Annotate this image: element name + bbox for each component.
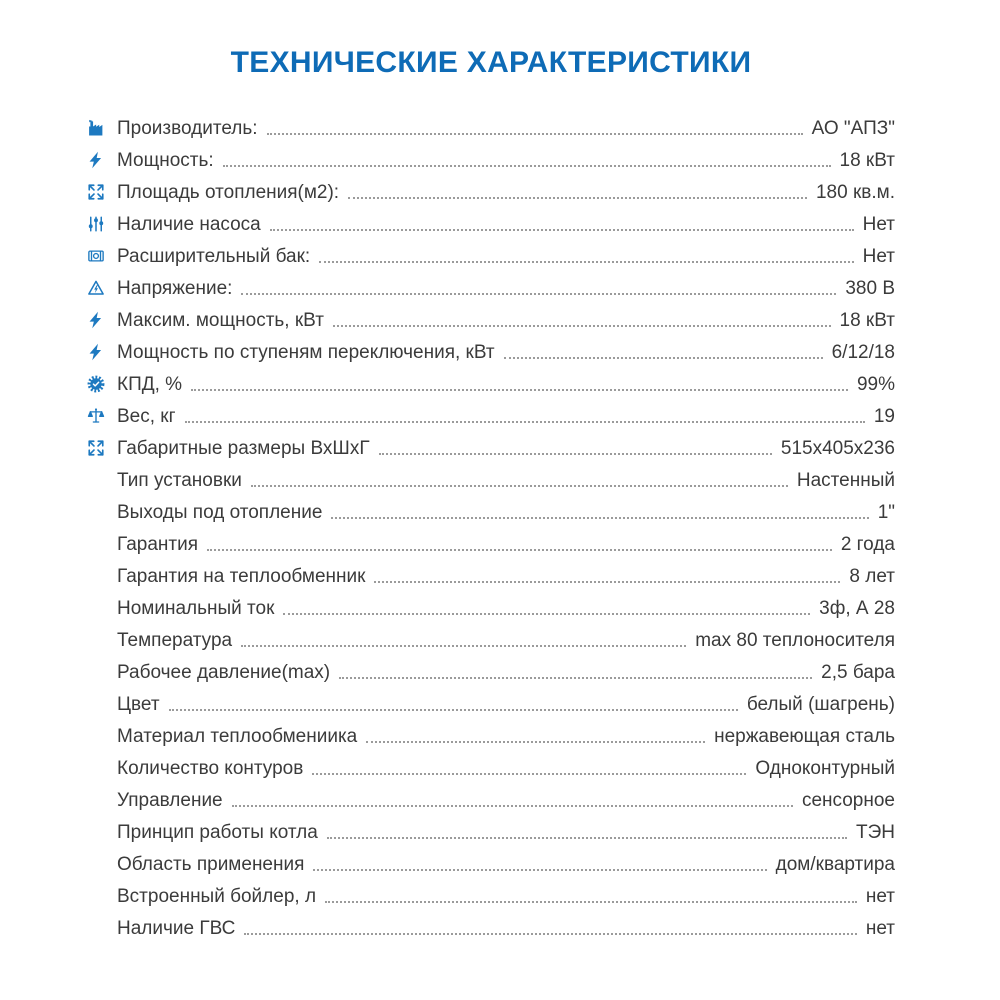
spec-label: Мощность: xyxy=(117,149,214,171)
spec-label: Материал теплообмениика xyxy=(117,725,358,747)
bolt-icon xyxy=(87,151,117,169)
spec-row xyxy=(87,624,895,656)
spec-label: Напряжение: xyxy=(117,277,233,299)
dotted-leader xyxy=(244,933,856,935)
expand-icon xyxy=(87,183,117,201)
dotted-leader xyxy=(313,869,766,871)
dotted-leader xyxy=(185,421,865,423)
bolt-icon xyxy=(87,311,117,329)
spec-row xyxy=(87,528,895,560)
dotted-leader xyxy=(325,901,857,903)
spec-value: 1" xyxy=(877,501,895,523)
spec-label: Габаритные размеры ВхШхГ xyxy=(117,437,370,459)
spec-value: 2 года xyxy=(840,533,895,555)
dotted-leader xyxy=(169,709,738,711)
spec-value: дом/квартира xyxy=(775,853,895,875)
dotted-leader xyxy=(374,581,840,583)
spec-label: Мощность по ступеням переключения, кВт xyxy=(117,341,495,363)
spec-row xyxy=(87,464,895,496)
spec-value: 380 В xyxy=(845,277,895,299)
spec-label: Максим. мощность, кВт xyxy=(117,309,324,331)
spec-label: Площадь отопления(м2): xyxy=(117,181,340,203)
voltage-warning-icon xyxy=(87,279,117,297)
spec-row xyxy=(87,208,895,240)
spec-value: Одноконтурный xyxy=(755,757,895,779)
dotted-leader xyxy=(366,741,705,743)
spec-row xyxy=(87,368,895,400)
spec-value: АО "АПЗ" xyxy=(811,117,895,139)
dotted-leader xyxy=(339,677,812,679)
spec-list xyxy=(87,112,895,944)
spec-value: 6/12/18 xyxy=(831,341,895,363)
dotted-leader xyxy=(241,293,836,295)
spec-value: Настенный xyxy=(796,469,895,491)
spec-value: Нет xyxy=(862,245,895,267)
spec-row xyxy=(87,304,895,336)
factory-icon xyxy=(87,119,117,137)
spec-value: 180 кв.м. xyxy=(815,181,895,203)
spec-row xyxy=(87,144,895,176)
dotted-leader xyxy=(207,549,832,551)
spec-value: нержавеющая сталь xyxy=(714,725,895,747)
dotted-leader xyxy=(270,229,854,231)
spec-label: Номинальный ток xyxy=(117,597,275,619)
spec-row xyxy=(87,592,895,624)
spec-row xyxy=(87,272,895,304)
spec-row xyxy=(87,240,895,272)
spec-value: 3ф, А 28 xyxy=(819,597,895,619)
spec-label: Количество контуров xyxy=(117,757,304,779)
spec-label: Область применения xyxy=(117,853,305,875)
dotted-leader xyxy=(267,133,803,135)
scales-icon xyxy=(87,407,117,425)
spec-value: 19 xyxy=(873,405,895,427)
spec-row xyxy=(87,880,895,912)
spec-label: Расширительный бак: xyxy=(117,245,311,267)
spec-row xyxy=(87,176,895,208)
dotted-leader xyxy=(504,357,823,359)
spec-row xyxy=(87,336,895,368)
spec-label: Принцип работы котла xyxy=(117,821,318,843)
gear-check-icon xyxy=(87,375,117,393)
spec-value: сенсорное xyxy=(801,789,895,811)
spec-value: 515х405х236 xyxy=(780,437,895,459)
spec-value: 8 лет xyxy=(849,565,895,587)
spec-row xyxy=(87,496,895,528)
dotted-leader xyxy=(251,485,788,487)
spec-label: Рабочее давление(max) xyxy=(117,661,331,683)
dotted-leader xyxy=(191,389,848,391)
dotted-leader xyxy=(331,517,868,519)
spec-label: Гарантия на теплообменник xyxy=(117,565,366,587)
bolt-icon xyxy=(87,343,117,361)
page-title: ТЕХНИЧЕСКИЕ ХАРАКТЕРИСТИКИ xyxy=(230,46,752,79)
spec-row xyxy=(87,848,895,880)
dotted-leader xyxy=(348,197,807,199)
spec-label: Гарантия xyxy=(117,533,199,555)
spec-label: Тип установки xyxy=(117,469,242,491)
spec-row xyxy=(87,656,895,688)
spec-label: Цвет xyxy=(117,693,160,715)
spec-row xyxy=(87,400,895,432)
spec-row xyxy=(87,816,895,848)
sliders-icon xyxy=(87,215,117,233)
spec-label: Температура xyxy=(117,629,233,651)
spec-value: 2,5 бара xyxy=(821,661,895,683)
dotted-leader xyxy=(312,773,746,775)
spec-row xyxy=(87,432,895,464)
dotted-leader xyxy=(241,645,686,647)
spec-row xyxy=(87,784,895,816)
dotted-leader xyxy=(327,837,847,839)
spec-label: Наличие насоса xyxy=(117,213,261,235)
spec-value: 18 кВт xyxy=(839,149,895,171)
expand-icon xyxy=(87,439,117,457)
spec-label: Наличие ГВС xyxy=(117,917,236,939)
spec-row xyxy=(87,560,895,592)
dotted-leader xyxy=(283,613,810,615)
spec-label: Выходы под отопление xyxy=(117,501,323,523)
spec-value: ТЭН xyxy=(856,821,895,843)
spec-label: Вес, кг xyxy=(117,405,176,427)
dotted-leader xyxy=(319,261,853,263)
tank-icon xyxy=(87,247,117,265)
spec-value: 18 кВт xyxy=(839,309,895,331)
spec-value: нет xyxy=(865,917,895,939)
spec-label: КПД, % xyxy=(117,373,183,395)
spec-value: 99% xyxy=(856,373,895,395)
spec-label: Управление xyxy=(117,789,223,811)
spec-label: Производитель: xyxy=(117,117,258,139)
spec-value: Нет xyxy=(862,213,895,235)
dotted-leader xyxy=(379,453,772,455)
dotted-leader xyxy=(232,805,793,807)
spec-value: белый (шагрень) xyxy=(746,693,895,715)
spec-row xyxy=(87,752,895,784)
spec-value: max 80 теплоносителя xyxy=(695,629,895,651)
spec-row xyxy=(87,720,895,752)
dotted-leader xyxy=(333,325,831,327)
spec-value: нет xyxy=(865,885,895,907)
spec-row xyxy=(87,112,895,144)
spec-label: Встроенный бойлер, л xyxy=(117,885,317,907)
spec-row xyxy=(87,688,895,720)
spec-row xyxy=(87,912,895,944)
dotted-leader xyxy=(223,165,831,167)
